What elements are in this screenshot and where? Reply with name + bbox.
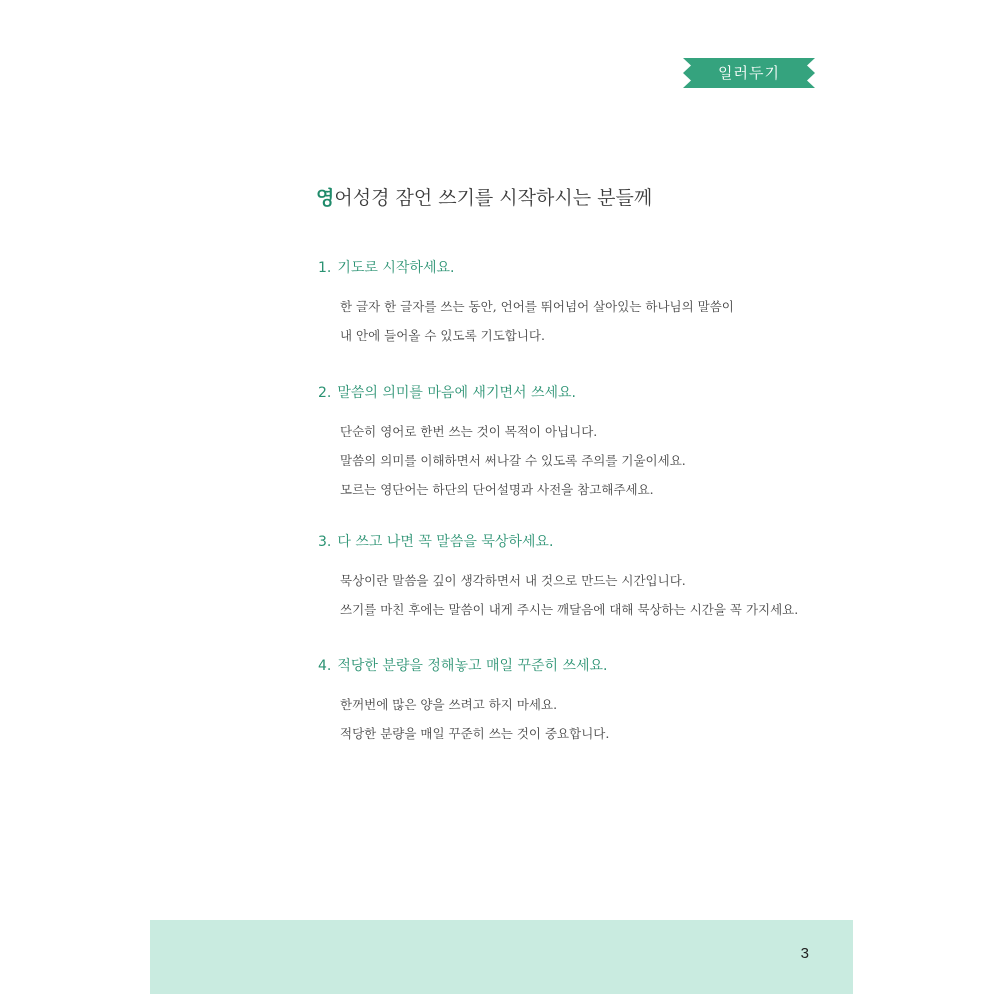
section-heading — [318, 656, 609, 676]
section-number: 2. — [318, 385, 332, 401]
tab-label: 일러두기 — [718, 64, 780, 82]
section-heading-text: 말씀의 의미를 마음에 새기면서 쓰세요. — [337, 385, 576, 401]
section-heading-text: 다 쓰고 나면 꼭 말씀을 묵상하세요. — [337, 534, 554, 550]
section-body — [340, 292, 734, 350]
section-line: 모르는 영단어는 하단의 단어설명과 사전을 참고해주세요. — [340, 482, 654, 497]
section-2 — [318, 383, 686, 504]
section-heading — [318, 532, 798, 552]
section-number: 4. — [318, 658, 332, 674]
section-line: 말씀의 의미를 이해하면서 써나갈 수 있도록 주의를 기울이세요. — [340, 453, 686, 468]
page-number: 3 — [800, 945, 809, 962]
section-line: 묵상이란 말씀을 깊이 생각하면서 내 것으로 만드는 시간입니다. — [340, 573, 686, 588]
section-3 — [318, 532, 798, 624]
section-1 — [318, 258, 734, 350]
section-heading-text: 적당한 분량을 정해놓고 매일 꾸준히 쓰세요. — [337, 658, 608, 674]
section-tab — [683, 58, 815, 88]
section-line: 단순히 영어로 한번 쓰는 것이 목적이 아닙니다. — [340, 424, 598, 439]
section-line: 한 글자 한 글자를 쓰는 동안, 언어를 뛰어넘어 살아있는 하나님의 말씀이 — [340, 299, 734, 314]
page-title — [316, 183, 652, 210]
section-body — [340, 566, 798, 624]
section-body — [340, 417, 686, 504]
section-heading — [318, 258, 734, 278]
section-4 — [318, 656, 609, 748]
section-number: 3. — [318, 534, 332, 550]
section-heading — [318, 383, 686, 403]
section-line: 한꺼번에 많은 양을 쓰려고 하지 마세요. — [340, 697, 558, 712]
section-line: 쓰기를 마친 후에는 말씀이 내게 주시는 깨달음에 대해 묵상하는 시간을 꼭 가지세요. — [340, 602, 799, 617]
footer-band — [150, 920, 853, 994]
section-body — [340, 690, 609, 748]
section-heading-text: 기도로 시작하세요. — [337, 260, 455, 276]
page-title-first-char: 영 — [316, 187, 335, 209]
section-line: 적당한 분량을 매일 꾸준히 쓰는 것이 중요합니다. — [340, 726, 610, 741]
page-title-rest: 어성경 잠언 쓰기를 시작하시는 분들께 — [334, 187, 653, 209]
section-number: 1. — [318, 260, 332, 276]
section-line: 내 안에 들어올 수 있도록 기도합니다. — [340, 328, 545, 343]
